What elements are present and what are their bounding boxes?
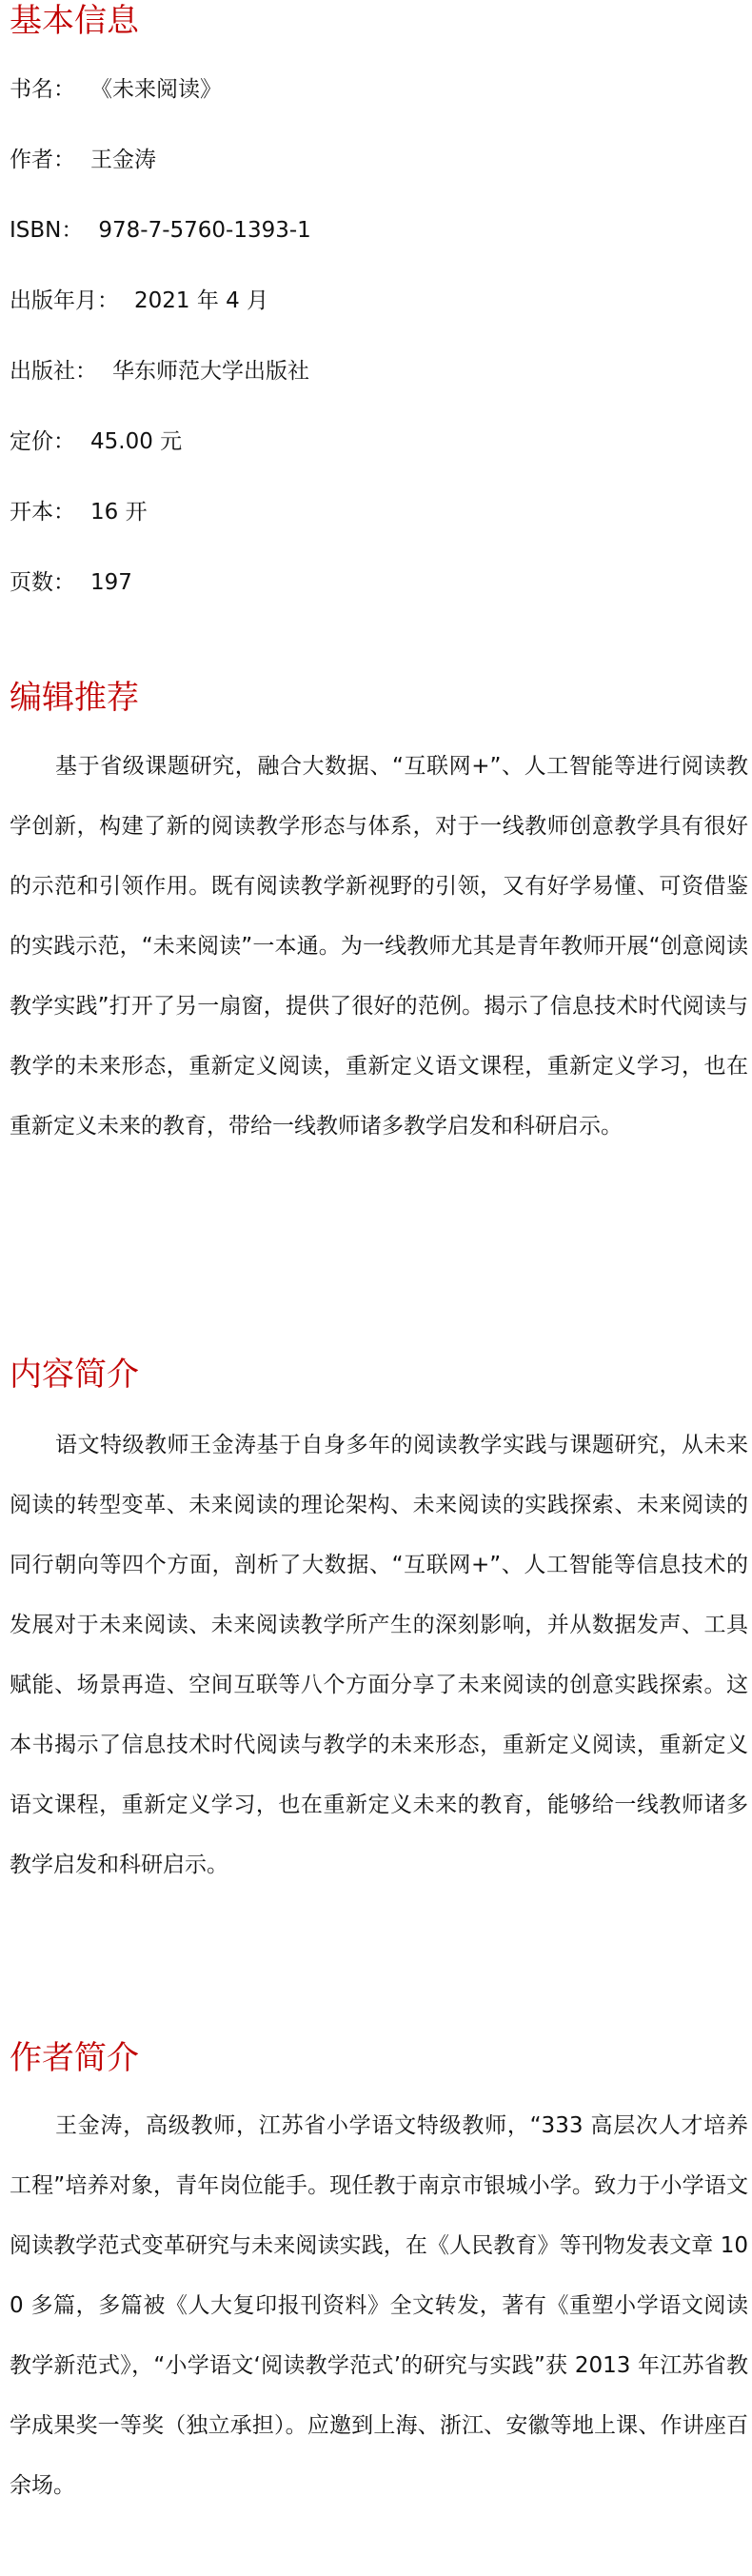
content-intro-text: 语文特级教师王金涛基于自身多年的阅读教学实践与课题研究，从未来阅读的转型变革、未来阅读的理论架构、未来阅读的实践探索、未来阅读的同行朝向等四个方面，剖析了大数据、“互联网+”、人工智能等信息技术的发展对于未来阅读、未来阅读教学所产生的深刻影响，并从数据发声、工具赋能、场景再造、空间互联等八个方面分享了未来阅读的创意实践探索。这本书揭示了信息技术时代阅读与教学的未来形态，重新定义阅读，重新定义语文课程，重新定义学习，也在重新定义未来的教育，能够给一线教师诸多教学启发和科研启示。 xyxy=(10,1433,748,1877)
info-label: 出版年月： xyxy=(10,288,119,313)
info-label: 出版社： xyxy=(10,359,97,384)
info-label: 书名： xyxy=(10,77,75,102)
info-label: 页数： xyxy=(10,570,75,595)
info-row-title xyxy=(10,75,222,104)
content-intro-heading: 内容简介 xyxy=(10,1356,139,1394)
info-value: 978-7-5760-1393-1 xyxy=(98,218,311,243)
author-intro-heading: 作者简介 xyxy=(10,2039,139,2077)
info-row-publisher xyxy=(10,357,309,386)
info-row-format xyxy=(10,498,148,526)
info-value: 《未来阅读》 xyxy=(90,77,222,102)
info-label: ISBN： xyxy=(10,218,84,243)
info-row-price xyxy=(10,427,182,456)
info-value: 45.00 元 xyxy=(90,429,183,454)
info-row-author xyxy=(10,146,156,174)
info-row-pages xyxy=(10,568,132,597)
info-row-isbn xyxy=(10,216,311,245)
info-label: 开本： xyxy=(10,500,75,525)
basic-info-heading: 基本信息 xyxy=(10,2,139,40)
author-intro-text: 王金涛，高级教师，江苏省小学语文特级教师，“333 高层次人才培养工程”培养对象，青年岗位能手。现任教于南京市银城小学。致力于小学语文阅读教学范式变革研究与未来阅读实践，在《人民教育》等刊物发表文章 100 多篇，多篇被《人大复印报刊资料》全文转发，著有《重塑小学语文阅读教学新范式》，“小学语文‘阅读教学范式’的研究与实践”获 2013 年江苏省教学成果奖一等奖（独立承担）。应邀到上海、浙江、安徽等地上课、作讲座百余场。 xyxy=(10,2113,748,2498)
info-value: 197 xyxy=(90,570,132,595)
editor-recommend-text: 基于省级课题研究，融合大数据、“互联网+”、人工智能等进行阅读教学创新，构建了新的阅读教学形态与体系，对于一线教师创意教学具有很好的示范和引领作用。既有阅读教学新视野的引领，又有好学易懂、可资借鉴的实践示范，“未来阅读”一本通。为一线教师尤其是青年教师开展“创意阅读教学实践”打开了另一扇窗，提供了很好的范例。揭示了信息技术时代阅读与教学的未来形态，重新定义阅读，重新定义语文课程，重新定义学习，也在重新定义未来的教育，带给一线教师诸多教学启发和科研启示。 xyxy=(10,754,748,1139)
info-value: 华东师范大学出版社 xyxy=(112,359,309,384)
info-value: 16 开 xyxy=(90,500,148,525)
info-row-publish-date xyxy=(10,287,268,315)
editor-recommend-heading: 编辑推荐 xyxy=(10,679,139,717)
info-label: 作者： xyxy=(10,148,75,172)
info-label: 定价： xyxy=(10,429,75,454)
info-value: 王金涛 xyxy=(90,148,156,172)
info-value: 2021 年 4 月 xyxy=(134,288,269,313)
